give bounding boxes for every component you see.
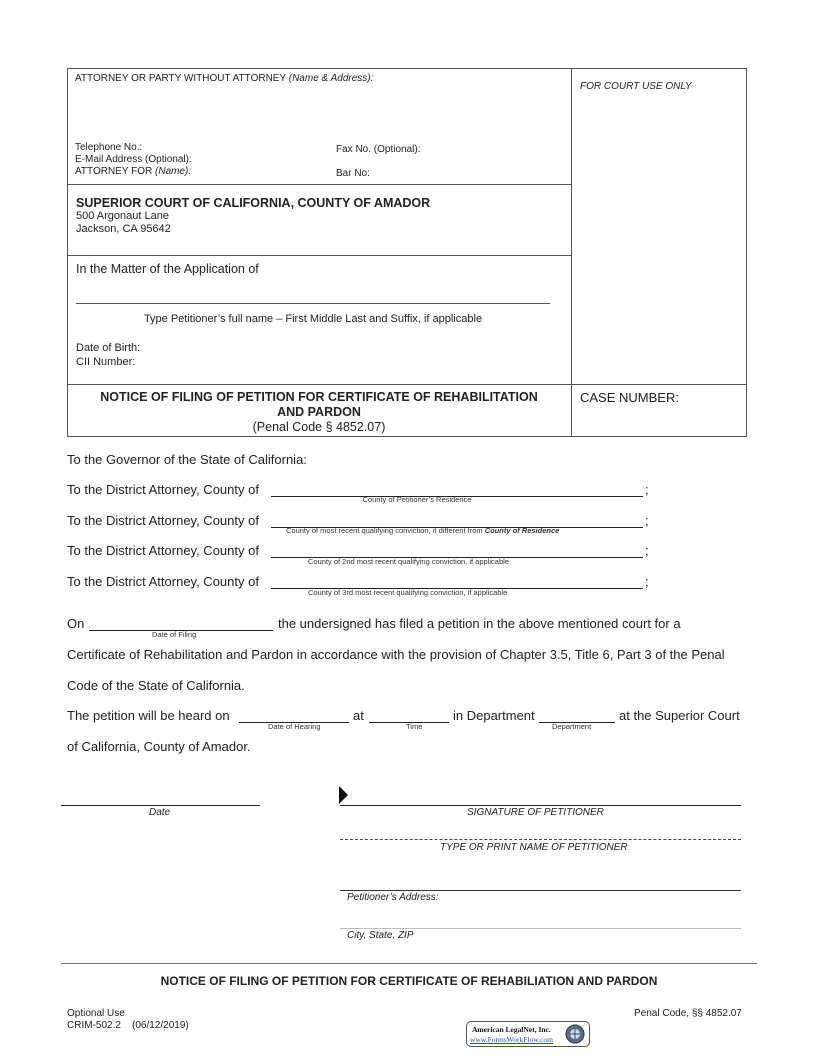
semicolon-3: ;: [645, 543, 649, 558]
department-hint: Department: [552, 722, 592, 731]
divider-notice: [67, 384, 747, 385]
date-line: [61, 805, 260, 806]
attorney-label-text: ATTORNEY OR PARTY WITHOUT ATTORNEY: [75, 73, 286, 84]
email-label: E-Mail Address (Optional):: [75, 154, 192, 165]
court-name: SUPERIOR COURT OF CALIFORNIA, COUNTY OF AMADOR: [76, 196, 431, 210]
dob-label: Date of Birth:: [76, 342, 141, 354]
city-label: City, State, ZIP: [347, 930, 414, 941]
in-dept-label: in Department: [453, 708, 535, 723]
logo-url: www.FormsWorkFlow.com: [470, 1035, 554, 1044]
print-name-label: TYPE OR PRINT NAME OF PETITIONER: [440, 842, 628, 853]
court-street: 500 Argonaut Lane: [76, 210, 169, 222]
globe-icon: [565, 1024, 585, 1044]
logo-name: American LegalNet, Inc.: [472, 1025, 551, 1034]
header-table: [67, 68, 747, 437]
semicolon-4: ;: [645, 574, 649, 589]
bar-label: Bar No:: [336, 168, 370, 179]
form-number: CRIM-502.2 (06/12/2019): [67, 1020, 189, 1031]
date-filing-field[interactable]: [89, 616, 273, 631]
date-filing-hint: Date of Filing: [152, 630, 197, 639]
case-number-label: CASE NUMBER:: [580, 390, 679, 405]
petitioner-name-hint: Type Petitioner’s full name – First Middle Last and Suffix, if applicable: [143, 313, 483, 325]
da-county-field-3[interactable]: [271, 543, 643, 558]
on-label: On: [67, 616, 85, 631]
address-line[interactable]: [340, 890, 741, 891]
statement-line2: Certificate of Rehabilitation and Pardon in accordance with the provision of Chapter 3.5, Title 6, Part 3 of the Penal: [67, 647, 725, 662]
date-label: Date: [149, 807, 171, 818]
city-line[interactable]: [340, 928, 741, 929]
da-label-1: To the District Attorney, County of: [67, 482, 259, 497]
da-hint-2: [286, 526, 559, 535]
footer-rule: [61, 963, 757, 964]
signature-label: SIGNATURE OF PETITIONER: [467, 807, 604, 818]
attorney-for-text: ATTORNEY FOR: [75, 166, 153, 177]
notice-code: (Penal Code § 4852.07): [252, 420, 386, 434]
legalnet-logo[interactable]: [466, 1021, 590, 1047]
at-court-label: at the Superior Court: [619, 708, 740, 723]
department-field[interactable]: [539, 708, 615, 723]
print-name-line[interactable]: [340, 839, 741, 840]
heard-on-label: The petition will be heard on: [67, 708, 230, 723]
telephone-label: Telephone No.:: [75, 142, 143, 153]
petitioner-name-field[interactable]: [76, 293, 550, 304]
da-hint-2-bold: County of Residence: [484, 526, 560, 535]
optional-use: Optional Use: [67, 1008, 125, 1019]
da-hint-2-text: County of most recent qualifying conviction, if different from: [286, 526, 483, 535]
date-hearing-hint: Date of Hearing: [268, 722, 321, 731]
date-hearing-field[interactable]: [239, 708, 349, 723]
attorney-for-label: [75, 166, 191, 177]
signature-line[interactable]: [340, 805, 741, 806]
time-hint: Time: [406, 722, 423, 731]
da-county-field-4[interactable]: [271, 574, 643, 589]
da-label-3: To the District Attorney, County of: [67, 543, 259, 558]
attorney-for-ital: (Name):: [155, 166, 192, 177]
notice-title-1: NOTICE OF FILING OF PETITION FOR CERTIFICATE OF REHABILITATION: [100, 390, 538, 404]
statement-line3: Code of the State of California.: [67, 678, 245, 693]
matter-title: In the Matter of the Application of: [76, 262, 259, 276]
fax-label: Fax No. (Optional):: [336, 144, 421, 155]
da-hint-4: County of 3rd most recent qualifying conviction, if applicable: [308, 588, 508, 597]
statement-line5: of California, County of Amador.: [67, 739, 251, 754]
at-label: at: [353, 708, 364, 723]
penal-code-ref: Penal Code, §§ 4852.07: [634, 1008, 742, 1019]
semicolon-2: ;: [645, 513, 649, 528]
da-label-2: To the District Attorney, County of: [67, 513, 259, 528]
notice-title-2: AND PARDON: [277, 405, 361, 419]
statement-line1: the undersigned has filed a petition in the above mentioned court for a: [278, 616, 681, 631]
divider-attorney: [67, 184, 572, 185]
attorney-label: [75, 73, 373, 84]
da-label-4: To the District Attorney, County of: [67, 574, 259, 589]
attorney-label-ital: (Name & Address):: [288, 73, 374, 84]
court-city: Jackson, CA 95642: [76, 223, 171, 235]
footer-title: NOTICE OF FILING OF PETITION FOR CERTIFICATE OF REHABILIATION AND PARDON: [160, 974, 658, 988]
address-label: Petitioner’s Address:: [347, 892, 439, 903]
semicolon-1: ;: [645, 482, 649, 497]
time-field[interactable]: [369, 708, 449, 723]
sign-here-arrow-icon: [339, 786, 348, 804]
governor-line: To the Governor of the State of California:: [67, 452, 307, 467]
da-hint-3: County of 2nd most recent qualifying conviction, if applicable: [308, 557, 509, 566]
cii-label: CII Number:: [76, 356, 136, 368]
da-hint-1: County of Petitioner’s Residence: [362, 495, 472, 504]
court-use-divider: [571, 68, 572, 437]
divider-court: [67, 255, 572, 256]
court-use-label: FOR COURT USE ONLY: [580, 81, 692, 92]
